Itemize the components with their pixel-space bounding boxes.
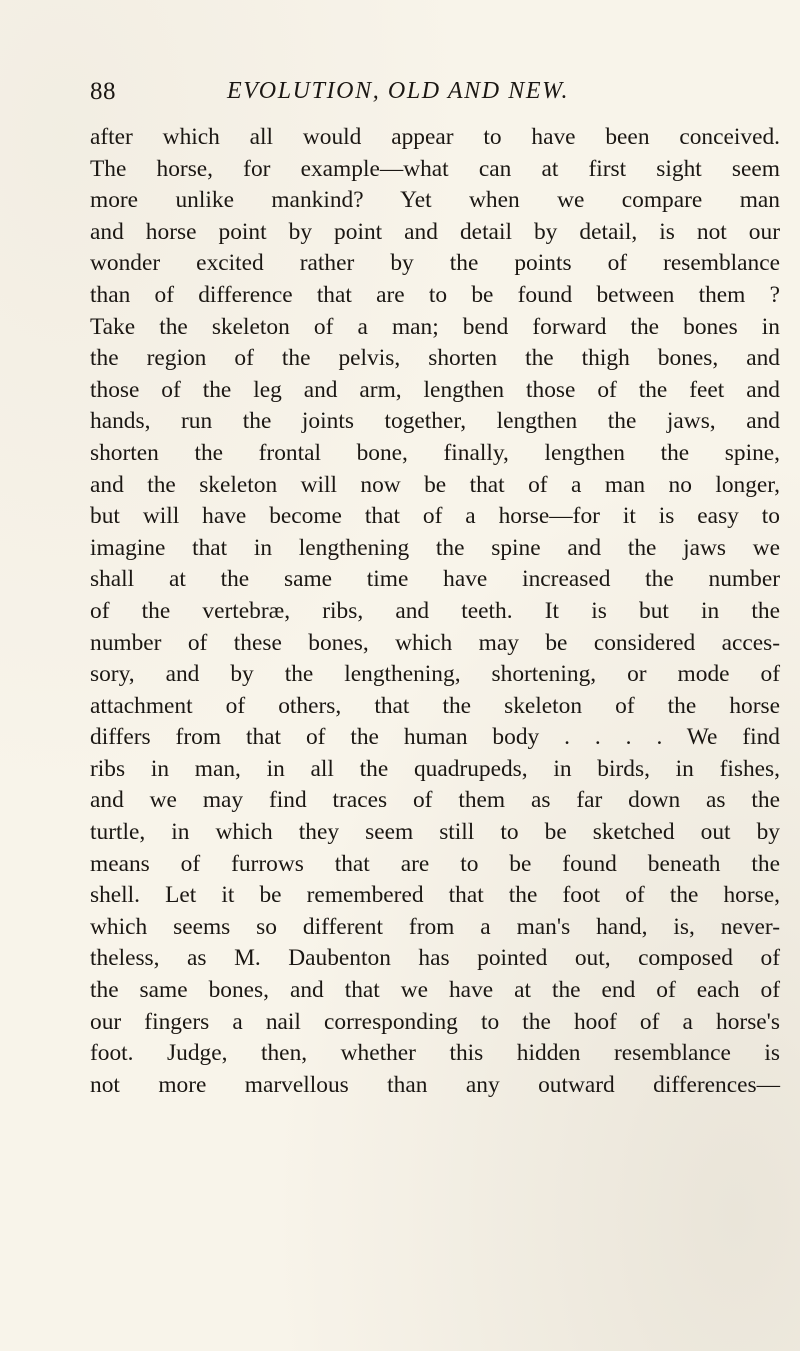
text-line: means of furrows that are to be found beneath the: [90, 850, 780, 877]
page-number: 88: [90, 78, 116, 105]
text-line: and horse point by point and detail by detail, is not our: [90, 218, 780, 245]
text-line: than of difference that are to be found between them ?: [90, 281, 780, 308]
text-line: attachment of others, that the skeleton of the horse: [90, 692, 780, 719]
text-line: and we may find traces of them as far down as the: [90, 787, 780, 814]
text-line: shall at the same time have increased the number: [90, 566, 780, 593]
text-line: Take the skeleton of a man; bend forward the bones in: [90, 313, 780, 340]
text-line: ribs in man, in all the quadrupeds, in birds, in fishes,: [90, 755, 780, 782]
text-line: wonder excited rather by the points of resemblance: [90, 250, 780, 277]
text-line: those of the leg and arm, lengthen those of the feet and: [90, 376, 780, 403]
text-line: differs from that of the human body . . . . We find: [90, 724, 780, 751]
text-line: and the skeleton will now be that of a man no longer,: [90, 471, 780, 498]
text-line: the same bones, and that we have at the end of each of: [90, 977, 780, 1004]
text-line: of the vertebræ, ribs, and teeth. It is but in the: [90, 597, 780, 624]
text-line: turtle, in which they seem still to be sketched out by: [90, 819, 780, 846]
running-title: EVOLUTION, OLD AND NEW.: [227, 78, 570, 104]
text-line: the region of the pelvis, shorten the thigh bones, and: [90, 345, 780, 372]
text-line: after which all would appear to have been conceived.: [90, 124, 780, 150]
text-line: sory, and by the lengthening, shortening, or mode of: [90, 661, 780, 688]
text-line: but will have become that of a horse—for it is easy to: [90, 503, 780, 530]
text-line: which seems so different from a man's hand, is, never-: [90, 913, 780, 940]
text-line: shorten the frontal bone, finally, lengthen the spine,: [90, 439, 780, 466]
text-line: The horse, for example—what can at first sight seem: [90, 155, 780, 182]
page-header: [90, 78, 780, 118]
text-line: more unlike mankind? Yet when we compare man: [90, 187, 780, 214]
text-line: imagine that in lengthening the spine and the jaws we: [90, 534, 780, 561]
text-line: shell. Let it be remembered that the foot of the horse,: [90, 882, 780, 909]
text-line: hands, run the joints together, lengthen the jaws, and: [90, 408, 780, 435]
text-line: foot. Judge, then, whether this hidden resemblance is: [90, 1040, 780, 1067]
text-line: not more marvellous than any outward differences—: [90, 1071, 780, 1098]
text-line: theless, as M. Daubenton has pointed out, composed of: [90, 945, 780, 972]
text-line: number of these bones, which may be considered acces-: [90, 629, 780, 656]
text-line: our fingers a nail corresponding to the hoof of a horse's: [90, 1008, 780, 1035]
body-text: [90, 122, 780, 1101]
